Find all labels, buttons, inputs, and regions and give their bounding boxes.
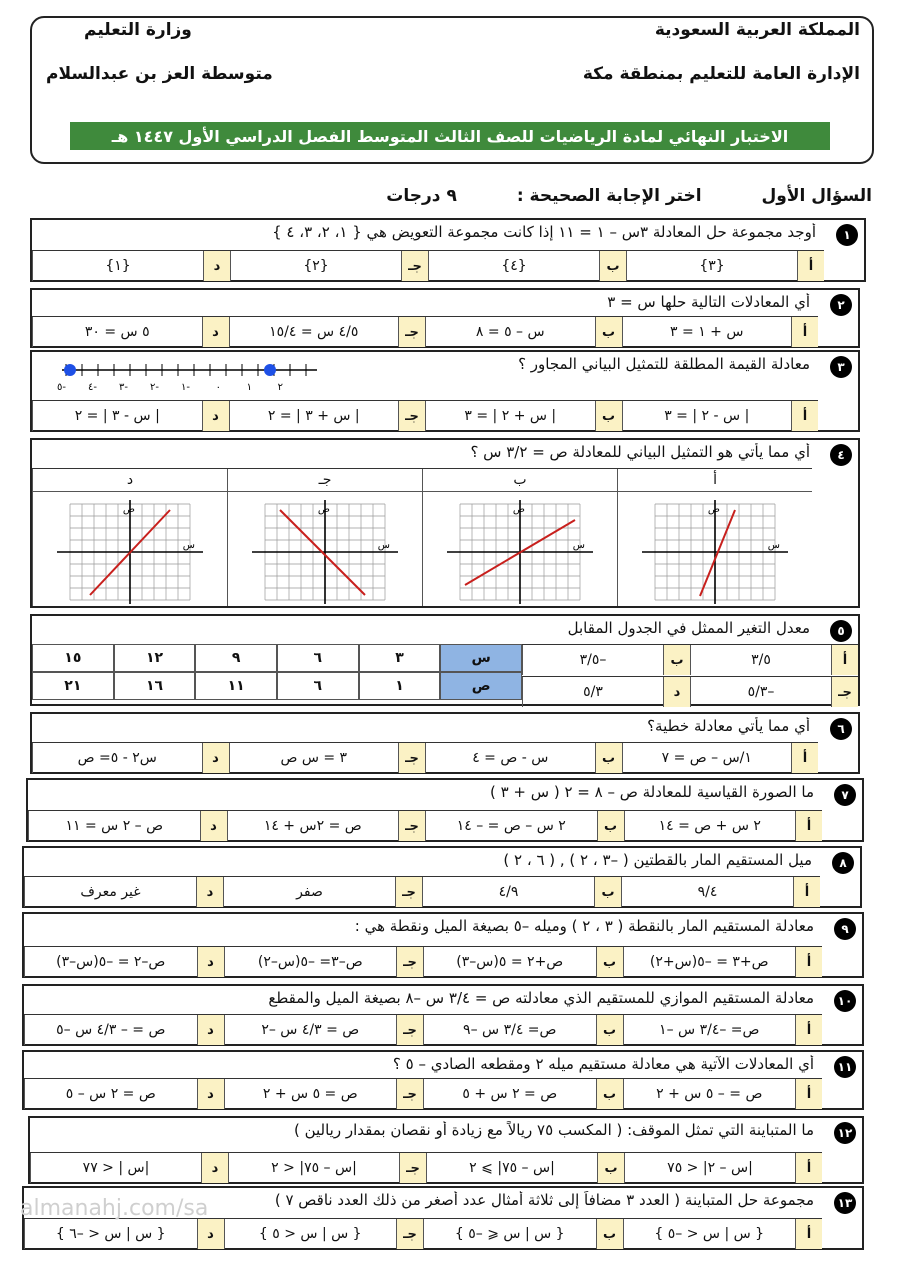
number-line-label: ٠ [215, 382, 221, 393]
question-5 [30, 614, 860, 706]
option-letter-3: جـ [396, 947, 423, 977]
option-letter-1: أ [795, 1079, 822, 1109]
graph-holder [228, 492, 422, 604]
number-line-label: -٣ [119, 382, 128, 393]
option-3[interactable]: ص = ٥ س + ٢ [224, 1079, 397, 1109]
svg-text:س: س [572, 540, 585, 551]
option-2[interactable]: ٤/٩ [422, 877, 594, 907]
option-letter-2: ب [597, 811, 624, 841]
question-text: أي مما يأتي هو التمثيل البياني للمعادلة ص = ٣/٢ س ؟ [470, 443, 810, 461]
question-11 [22, 1050, 864, 1110]
option-letter-3: جـ [398, 317, 425, 347]
option-letter-4: د [202, 317, 229, 347]
question-9 [22, 912, 864, 978]
option-letter-1: أ [795, 1153, 822, 1183]
option-1[interactable]: { س | س < –٥ } [623, 1219, 796, 1249]
question-number: ١٣ [834, 1192, 856, 1214]
options-row [32, 250, 824, 281]
option-letter-3: جـ [395, 877, 422, 907]
options-row [522, 676, 858, 707]
svg-text:ص: ص [707, 504, 720, 515]
graph-holder [33, 492, 227, 604]
option-value[interactable]: ٥/٣ [522, 677, 663, 707]
option-letter: د [663, 677, 690, 707]
question-text: أي المعادلات التالية حلها س = ٣ [607, 293, 810, 311]
graph-option-letter: ب [423, 469, 617, 492]
question-text: معادلة المستقيم الموازي للمستقيم الذي معادلته ص = ٣/٤ س –٨ بصيغة الميل والمقطع [268, 989, 814, 1007]
number-line-label: -٢ [150, 382, 159, 393]
option-letter-1: أ [793, 877, 820, 907]
table-cell: ١٦ [114, 672, 196, 700]
option-letter-1: أ [791, 401, 818, 431]
question-text: ميل المستقيم المار بالقطتين ( –٣ ، ٢ ) , ( ٦ ، ٢ ) [503, 851, 812, 869]
section-marks: ٩ درجات [386, 186, 457, 206]
question-6 [30, 712, 860, 774]
option-3[interactable]: ٣ = س ص [229, 743, 399, 773]
rate-table [32, 644, 522, 700]
option-4[interactable]: ص – ٢ س = ١١ [28, 811, 200, 841]
option-letter-1: أ [795, 1219, 822, 1249]
option-3[interactable]: ص–٣= –٥(س–٢) [224, 947, 397, 977]
watermark: almanahj.com/sa [20, 1196, 209, 1221]
graph-option-letter: د [33, 469, 227, 492]
options-row [522, 644, 858, 675]
option-3[interactable]: صفر [223, 877, 395, 907]
question-number: ٦ [830, 718, 852, 740]
option-2[interactable]: |س – ٧٥| ⩾ ٢ [426, 1153, 597, 1183]
question-3 [30, 350, 860, 432]
svg-text:ص: ص [512, 504, 525, 515]
svg-text:س: س [377, 540, 390, 551]
option-4[interactable]: غير معرف [24, 877, 196, 907]
option-2[interactable]: س - ص = ٤ [425, 743, 595, 773]
option-letter-2: ب [595, 743, 622, 773]
question-7 [26, 778, 864, 842]
options-row [24, 876, 820, 907]
graph-option-1[interactable] [617, 469, 812, 606]
option-1[interactable]: ٢ س + ص = ١٤ [624, 811, 796, 841]
option-letter-1: أ [795, 811, 822, 841]
question-text: أي مما يأتي معادلة خطية؟ [647, 717, 810, 735]
option-3[interactable]: | س + ٣ | = ٢ [229, 401, 399, 431]
number-line-label: -١ [181, 382, 190, 393]
coordinate-graph [250, 500, 400, 604]
option-letter-4: د [203, 251, 230, 281]
number-line-label: -٤ [88, 382, 97, 393]
option-letter-2: ب [596, 1015, 623, 1045]
option-letter-2: ب [596, 947, 623, 977]
options-row [24, 1218, 822, 1249]
section-instruction: اختر الإجابة الصحيحة : [516, 186, 702, 206]
question-number: ٢ [830, 294, 852, 316]
question-number: ٥ [830, 620, 852, 642]
number-line-label: -٥ [57, 382, 66, 393]
option-letter-4: د [200, 811, 227, 841]
graph-option-2[interactable] [422, 469, 617, 606]
option-letter: جـ [831, 677, 858, 707]
option-letter-1: أ [795, 1015, 822, 1045]
option-value[interactable]: –٣/٥ [522, 645, 663, 675]
section-header [32, 182, 872, 210]
question-number: ١٢ [834, 1122, 856, 1144]
ministry-name: وزارة التعليم [84, 20, 192, 40]
options-row [30, 1152, 822, 1183]
option-2[interactable]: {٤} [428, 251, 599, 281]
table-cell: ١١ [195, 672, 277, 700]
option-letter: أ [831, 645, 858, 675]
option-letter-1: أ [795, 947, 822, 977]
option-letter-3: جـ [396, 1219, 423, 1249]
option-letter-3: جـ [398, 811, 425, 841]
coordinate-graph [640, 500, 790, 604]
option-4[interactable]: | س - ٣ | = ٢ [32, 401, 202, 431]
options-row [32, 316, 818, 347]
option-4[interactable]: ص = ٢ س – ٥ [24, 1079, 197, 1109]
graph-holder [618, 492, 812, 604]
number-line-label: ٢ [277, 382, 283, 393]
option-letter-4: د [197, 1219, 224, 1249]
option-2[interactable]: { س | س ⩽ –٥ } [423, 1219, 596, 1249]
question-1 [30, 218, 866, 282]
option-3[interactable]: ص = ٢س + ١٤ [227, 811, 399, 841]
option-3[interactable]: {٢} [230, 251, 401, 281]
option-letter-1: أ [797, 251, 824, 281]
number-line [52, 358, 322, 394]
country-name: المملكة العربية السعودية [654, 20, 860, 40]
graph-option-letter: جـ [228, 469, 422, 492]
table-header-cell: س [440, 644, 522, 672]
table-cell: ٦ [277, 644, 359, 672]
option-1[interactable]: س + ١ = ٣ [622, 317, 792, 347]
option-2[interactable]: ص+٢ = ٥(س–٣) [423, 947, 596, 977]
question-number: ١٠ [834, 990, 856, 1012]
table-cell: ١٢ [114, 644, 196, 672]
table-cell: ١٥ [32, 644, 114, 672]
question-text: ما المتباينة التي تمثل الموقف: ( المكسب ٧٥ ريالاً مع زيادة أو نقصان بمقدار ريالين ) [293, 1121, 814, 1139]
question-number: ٨ [832, 852, 854, 874]
options-row [32, 742, 818, 773]
option-2[interactable]: ص= ٣/٤ س –٩ [423, 1015, 596, 1045]
option-1[interactable]: |س – ٢| < ٧٥ [624, 1153, 795, 1183]
option-2[interactable]: ٢ س – ص = – ١٤ [425, 811, 597, 841]
question-number: ٣ [830, 356, 852, 378]
option-4[interactable]: ص–٢ = –٥(س–٣) [24, 947, 197, 977]
option-letter-3: جـ [398, 743, 425, 773]
option-1[interactable]: ٩/٤ [621, 877, 793, 907]
graph-option-3[interactable] [227, 469, 422, 606]
options-row [24, 946, 822, 977]
option-4[interactable]: { س | س < –٦ } [24, 1219, 197, 1249]
option-3[interactable]: ص = ٤/٣ س –٢ [224, 1015, 397, 1045]
option-value[interactable]: ٣/٥ [690, 645, 831, 675]
option-letter-4: د [196, 877, 223, 907]
graph-options [32, 468, 812, 606]
table-header-cell: ص [440, 672, 522, 700]
option-letter-2: ب [594, 877, 621, 907]
svg-text:ص: ص [317, 504, 330, 515]
table-cell: ٩ [195, 644, 277, 672]
question-number: ١ [836, 224, 858, 246]
coordinate-graph [55, 500, 205, 604]
option-letter-4: د [197, 947, 224, 977]
svg-text:ص: ص [122, 504, 135, 515]
graph-option-letter: أ [618, 469, 812, 492]
question-12 [28, 1116, 864, 1184]
coordinate-graph [445, 500, 595, 604]
number-line-label: ١ [246, 382, 252, 393]
option-letter-4: د [202, 743, 229, 773]
options-row [32, 400, 818, 431]
question-number: ٩ [834, 918, 856, 940]
graph-option-4[interactable] [32, 469, 227, 606]
option-2[interactable]: س – ٥ = ٨ [425, 317, 595, 347]
option-letter-1: أ [791, 317, 818, 347]
option-letter-1: أ [791, 743, 818, 773]
option-3[interactable]: ٤/٥ س = ١٥/٤ [229, 317, 399, 347]
option-1[interactable]: ص= –٣/٤ س –١ [623, 1015, 796, 1045]
option-letter-4: د [201, 1153, 228, 1183]
option-letter-2: ب [595, 401, 622, 431]
options-row [24, 1078, 822, 1109]
option-1[interactable]: {٣} [626, 251, 797, 281]
option-letter-3: جـ [396, 1015, 423, 1045]
number-line-point [264, 364, 276, 376]
option-1[interactable]: ص+٣ = –٥(س+٢) [623, 947, 796, 977]
option-letter-2: ب [596, 1079, 623, 1109]
option-4[interactable]: |س | < ٧٧ [30, 1153, 201, 1183]
table-cell: ١ [359, 672, 441, 700]
question-text: مجموعة حل المتباينة ( العدد ٣ مضافاً إلى ثلاثة أمثال عدد أصغر من ذلك العدد ناقص ٧ ) [274, 1191, 814, 1209]
table-cell: ٦ [277, 672, 359, 700]
option-4[interactable]: ص = – ٤/٣ س –٥ [24, 1015, 197, 1045]
option-letter-4: د [197, 1079, 224, 1109]
option-2[interactable]: | س + ٢ | = ٣ [425, 401, 595, 431]
option-letter-3: جـ [399, 1153, 426, 1183]
svg-text:س: س [767, 540, 780, 551]
question-number: ١١ [834, 1056, 856, 1078]
table-cell: ٢١ [32, 672, 114, 700]
option-letter-2: ب [595, 317, 622, 347]
question-text: أوجد مجموعة حل المعادلة ٣س – ١ = ١١ إذا كانت مجموعة التعويض هي { ١، ٢، ٣، ٤ } [272, 223, 816, 241]
question-number: ٤ [830, 444, 852, 466]
exam-title: الاختبار النهائي لمادة الرياضيات للصف الثالث المتوسط الفصل الدراسي الأول ١٤٤٧ هـ [70, 122, 830, 150]
option-3[interactable]: { س | س < ٥ } [224, 1219, 397, 1249]
option-1[interactable]: ص = – ٥ س + ٢ [623, 1079, 796, 1109]
table-cell: ٣ [359, 644, 441, 672]
option-letter-4: د [202, 401, 229, 431]
svg-text:س: س [182, 540, 195, 551]
question-8 [22, 846, 862, 908]
option-letter-3: جـ [398, 401, 425, 431]
option-4[interactable]: س٢ - ٥= ص [32, 743, 202, 773]
options-row [28, 810, 822, 841]
question-4 [30, 438, 860, 608]
question-text: أي المعادلات الآتية هي معادلة مستقيم ميله ٢ ومقطعه الصادي – ٥ ؟ [392, 1055, 814, 1073]
question-text: معادلة القيمة المطلقة للتمثيل البياني المجاور ؟ [518, 355, 810, 373]
option-letter-2: ب [597, 1153, 624, 1183]
option-letter-4: د [197, 1015, 224, 1045]
option-letter-2: ب [596, 1219, 623, 1249]
graph-holder [423, 492, 617, 604]
option-1[interactable]: ١/س – ص = ٧ [622, 743, 792, 773]
option-2[interactable]: ص = ٢ س + ٥ [423, 1079, 596, 1109]
options-row [24, 1014, 822, 1045]
question-text: معادلة المستقيم المار بالنقطة ( ٣ ، ٢ ) وميله –٥ بصيغة الميل ونقطة هي : [354, 917, 814, 935]
option-value[interactable]: –٥/٣ [690, 677, 831, 707]
school-name: متوسطة العز بن عبدالسلام [46, 64, 273, 84]
number-line-point [64, 364, 76, 376]
option-letter: ب [663, 645, 690, 675]
section-title: السؤال الأول [761, 186, 872, 206]
option-letter-3: جـ [401, 251, 428, 281]
option-letter-2: ب [599, 251, 626, 281]
question-text: معدل التغير الممثل في الجدول المقابل [567, 619, 810, 637]
option-letter-3: جـ [396, 1079, 423, 1109]
question-text: ما الصورة القياسية للمعادلة ص – ٨ = ٢ ( س + ٣ ) [489, 783, 814, 801]
department-name: الإدارة العامة للتعليم بمنطقة مكة [582, 64, 860, 84]
option-4[interactable]: ٥ س = ٣٠ [32, 317, 202, 347]
option-3[interactable]: |س – ٧٥| < ٢ [228, 1153, 399, 1183]
option-4[interactable]: {١} [32, 251, 203, 281]
question-number: ٧ [834, 784, 856, 806]
option-1[interactable]: | س - ٢ | = ٣ [622, 401, 792, 431]
question-2 [30, 288, 860, 348]
question-10 [22, 984, 864, 1046]
